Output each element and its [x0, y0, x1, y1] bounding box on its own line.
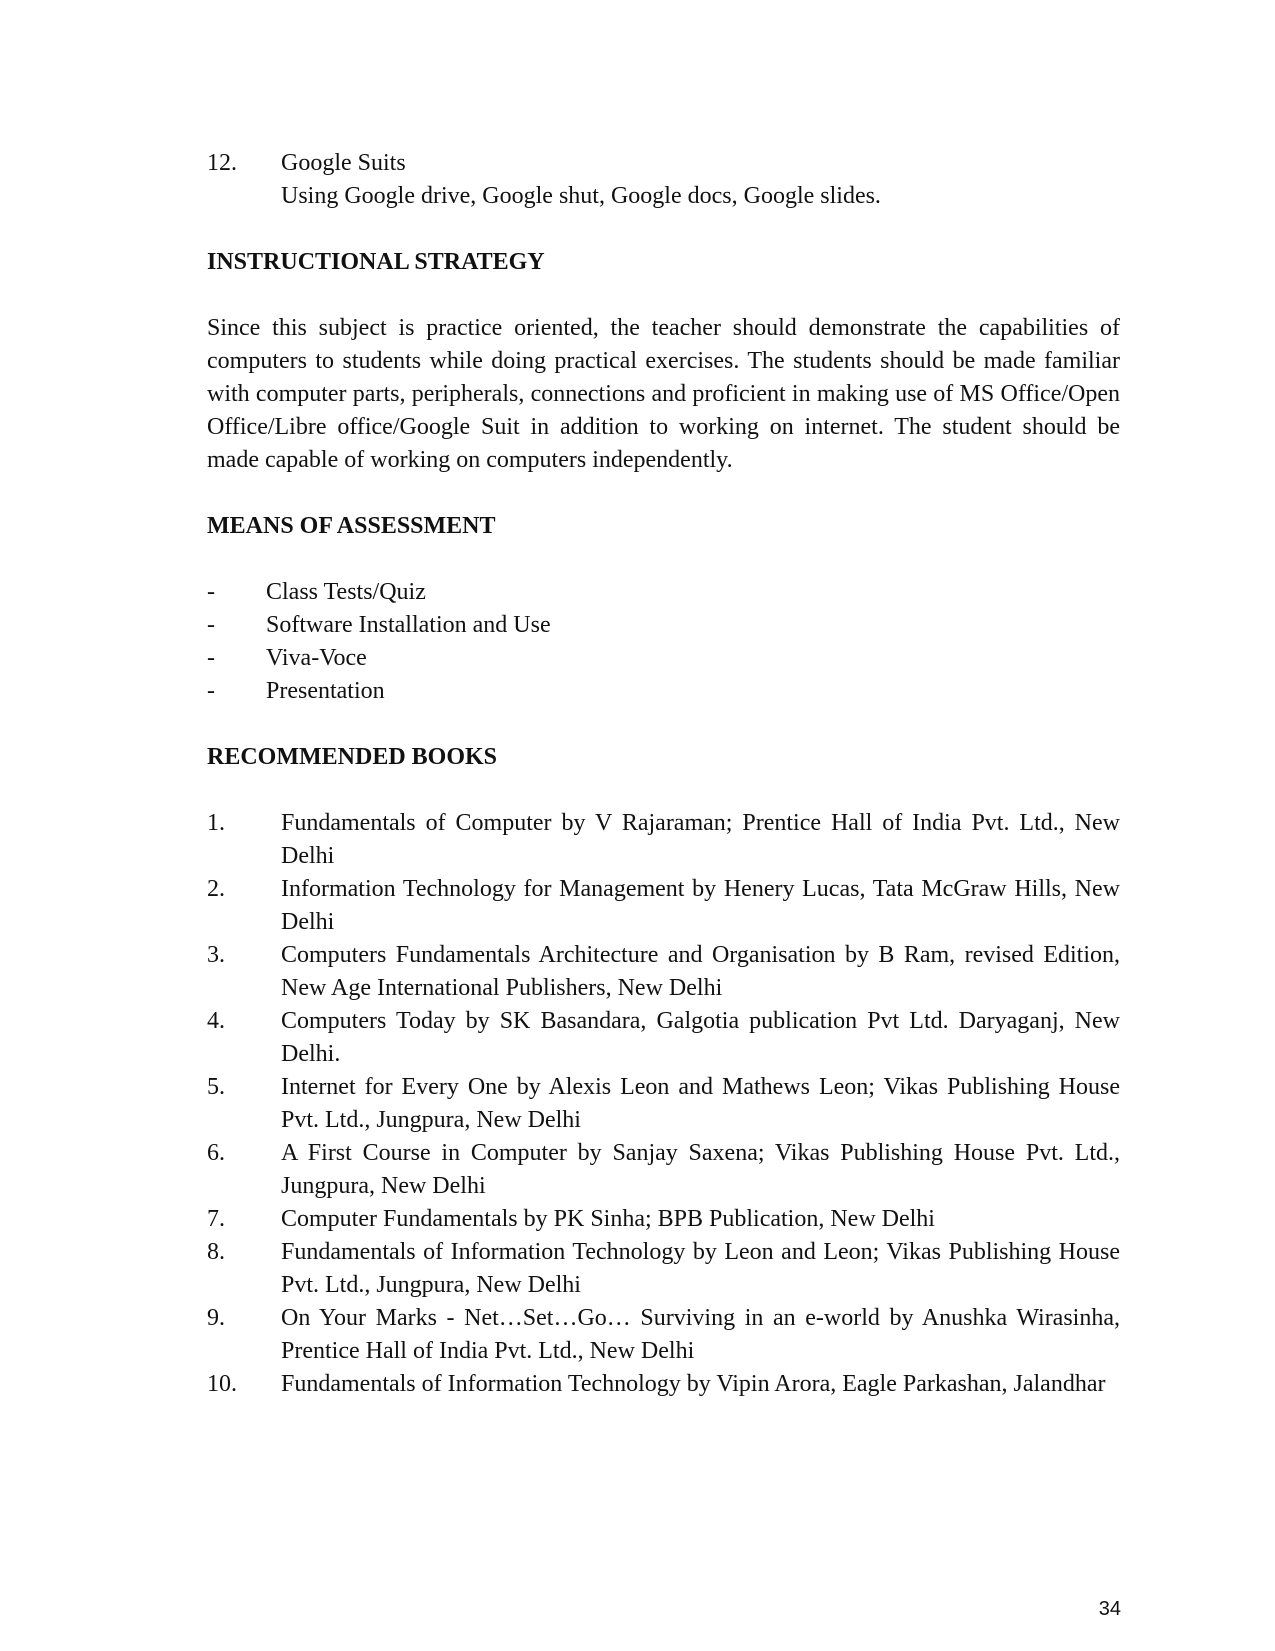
recommended-books-heading: RECOMMENDED BOOKS — [207, 744, 498, 770]
book-number: 5. — [207, 1074, 225, 1100]
book-item — [207, 873, 1120, 939]
book-number: 2. — [207, 876, 225, 902]
instructional-strategy-heading: INSTRUCTIONAL STRATEGY — [207, 249, 545, 275]
book-item — [207, 1302, 1120, 1368]
book-item — [207, 807, 1120, 873]
item-detail: Using Google drive, Google shut, Google docs, Google slides. — [281, 183, 881, 209]
book-number: 8. — [207, 1239, 225, 1265]
bullet-dash: - — [207, 612, 215, 638]
book-number: 1. — [207, 810, 225, 836]
book-number: 9. — [207, 1305, 225, 1331]
page-content — [207, 147, 1120, 1401]
book-number: 4. — [207, 1008, 225, 1034]
book-text: Information Technology for Management by Henery Lucas, Tata McGraw Hills, New Delhi — [281, 876, 1120, 935]
book-text: Computers Fundamentals Architecture and Organisation by B Ram, revised Edition, New Age International Publishers, New Delhi — [281, 942, 1120, 1001]
assessment-item-text: Class Tests/Quiz — [266, 579, 426, 605]
google-suits-item — [207, 147, 1120, 213]
list-item — [207, 675, 1120, 708]
book-item — [207, 939, 1120, 1005]
book-text: Internet for Every One by Alexis Leon and Mathews Leon; Vikas Publishing House Pvt. Ltd., Jungpura, New Delhi — [281, 1074, 1120, 1133]
assessment-item-text: Software Installation and Use — [266, 612, 551, 638]
item-number: 12. — [207, 150, 237, 176]
means-of-assessment-heading: MEANS OF ASSESSMENT — [207, 513, 496, 539]
assessment-item-text: Viva-Voce — [266, 645, 367, 671]
book-text: Fundamentals of Information Technology by Vipin Arora, Eagle Parkashan, Jalandhar — [281, 1371, 1106, 1397]
book-number: 10. — [207, 1371, 237, 1397]
book-item — [207, 1137, 1120, 1203]
book-item — [207, 1236, 1120, 1302]
book-item — [207, 1005, 1120, 1071]
instructional-strategy-text: Since this subject is practice oriented, the teacher should demonstrate the capabilities of computers to students while doing practical exercises. The students should be made familiar with computer parts, peripherals, connections and proficient in making use of MS Office/Open Office/Libre office/Google Suit in addition to working on internet. The student should be made capable of working on computers independently. — [207, 315, 1120, 473]
book-text: Fundamentals of Information Technology by Leon and Leon; Vikas Publishing House Pvt. Ltd., Jungpura, New Delhi — [281, 1239, 1120, 1298]
item-title: Google Suits — [281, 150, 406, 176]
book-text: Computers Today by SK Basandara, Galgotia publication Pvt Ltd. Daryaganj, New Delhi. — [281, 1008, 1120, 1067]
book-number: 6. — [207, 1140, 225, 1166]
page-number: 34 — [1098, 1598, 1121, 1620]
assessment-item-text: Presentation — [266, 678, 385, 704]
book-text: On Your Marks - Net…Set…Go… Surviving in an e-world by Anushka Wirasinha, Prentice Hall of India Pvt. Ltd., New Delhi — [281, 1305, 1120, 1364]
book-item — [207, 1071, 1120, 1137]
list-item — [207, 576, 1120, 609]
list-item — [207, 609, 1120, 642]
book-item — [207, 1368, 1120, 1401]
item-body — [281, 147, 1120, 213]
book-text: Fundamentals of Computer by V Rajaraman; Prentice Hall of India Pvt. Ltd., New Delhi — [281, 810, 1120, 869]
bullet-dash: - — [207, 645, 215, 671]
book-item — [207, 1203, 1120, 1236]
book-text: A First Course in Computer by Sanjay Saxena; Vikas Publishing House Pvt. Ltd., Jungpura, New Delhi — [281, 1140, 1120, 1199]
book-number: 3. — [207, 942, 225, 968]
bullet-dash: - — [207, 678, 215, 704]
bullet-dash: - — [207, 579, 215, 605]
book-text: Computer Fundamentals by PK Sinha; BPB Publication, New Delhi — [281, 1206, 935, 1232]
book-number: 7. — [207, 1206, 225, 1232]
list-item — [207, 642, 1120, 675]
assessment-list — [207, 576, 1120, 708]
books-list — [207, 807, 1120, 1401]
